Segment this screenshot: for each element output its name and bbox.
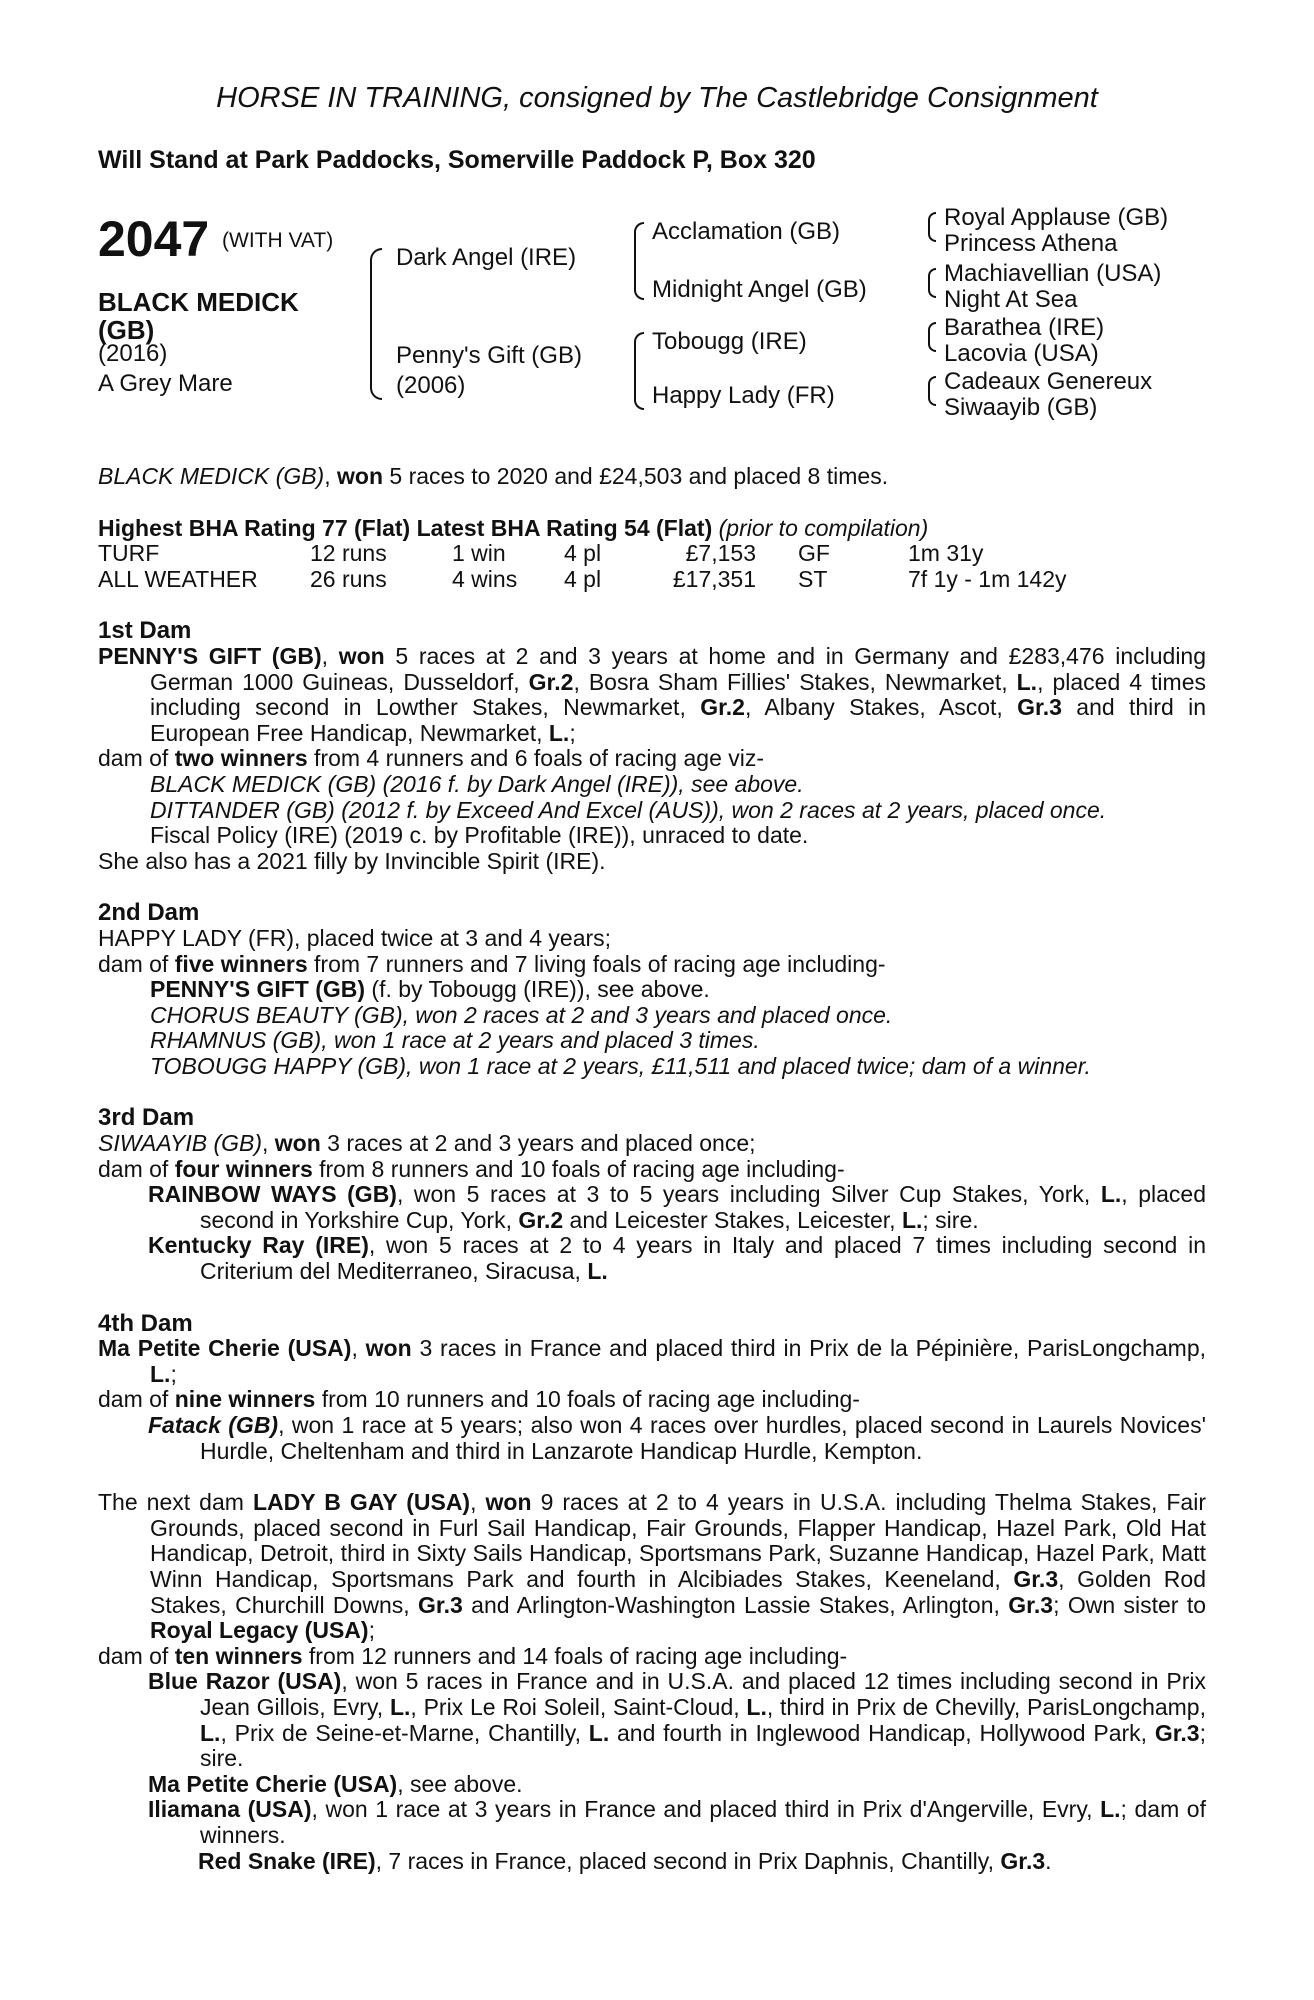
next-offspring-4: Red Snake (IRE), 7 races in France, placed second in Prix Daphnis, Chantilly, Gr.3. [198, 1847, 1052, 1874]
ratings-line: Highest BHA Rating 77 (Flat) Latest BHA Rating 54 (Flat) (prior to compilation) [98, 514, 929, 541]
stand-location: Will Stand at Park Paddocks, Somerville Paddock P, Box 320 [98, 146, 816, 174]
sire-bracket [634, 222, 644, 300]
ss-sire: Royal Applause (GB) [944, 204, 1169, 231]
lot-number: 2047 [98, 211, 210, 267]
horse-name: BLACK MEDICK (GB) [98, 287, 299, 345]
dam3-produce: dam of four winners from 8 runners and 10 foals of racing age including- [98, 1155, 845, 1182]
pedigree-bracket [370, 248, 382, 400]
next-offspring-1: Blue Razor (USA), won 5 races in France and in U.S.A. and placed 12 times including second in Prix Jean Gillois, Evry, L., Prix Le Roi Soleil, Saint-Cloud, L., third in Prix de Chevilly, ParisLongchamp, L., Prix de Seine-et-Marne, Chantilly, L. and fourth in Inglewood Handicap, Hollywood Park, Gr.3; sire. [148, 1668, 1207, 1772]
pedigree-block [98, 200, 1228, 440]
dam3-offspring-2: Kentucky Ray (IRE), won 5 races at 2 to 4 years in Italy and placed 7 times including second in Criterium del Mediterraneo, Siracusa, L. [148, 1232, 1206, 1285]
dam2-offspring-1: PENNY'S GIFT (GB) (f. by Tobougg (IRE)), see above. [150, 976, 710, 1003]
dam4-record: Ma Petite Cherie (USA), won 3 races in France and placed third in Prix de la Pépinière, ParisLongchamp, L.; [98, 1335, 1207, 1387]
dam2-offspring-3: RHAMNUS (GB), won 1 race at 2 years and placed 3 times. [150, 1027, 760, 1054]
dam1-produce: dam of two winners from 4 runners and 6 foals of racing age viz- [98, 745, 765, 772]
summary-line: BLACK MEDICK (GB), won 5 races to 2020 and £24,503 and placed 8 times. [98, 463, 889, 489]
dam-sire: Tobougg (IRE) [652, 328, 807, 355]
race-record [98, 464, 1206, 1874]
dam3-offspring-1: RAINBOW WAYS (GB), won 5 races at 3 to 5 years including Silver Cup Stakes, York, L., placed second in Yorkshire Cup, York, Gr.2 and Leicester Stakes, Leicester, L.; sire. [148, 1181, 1206, 1233]
next-dam-record: The next dam LADY B GAY (USA), won 9 races at 2 to 4 years in U.S.A. including Thelma Stakes, Fair Grounds, placed second in Furl Sail Handicap, Fair Grounds, Flapper Handicap, Hazel Park, Old Hat Handicap, Detroit, third in Sixty Sails Handicap, Sportsmans Park, Suzanne Handicap, Hazel Park, Matt Winn Handicap, Sportsmans Park and fourth in Alcibiades Stakes, Keeneland, Gr.3, Golden Rod Stakes, Churchill Downs, Gr.3 and Arlington-Washington Lassie Stakes, Arlington, Gr.3; Own sister to Royal Legacy (USA); [98, 1489, 1207, 1644]
dam-dam: Happy Lady (FR) [652, 382, 835, 409]
sire: Dark Angel (IRE) [396, 244, 577, 271]
dam1-record: PENNY'S GIFT (GB), won 5 races at 2 and 3 years at home and in Germany and £283,476 including German 1000 Guineas, Dusseldorf, Gr.2, Bosra Sham Fillies' Stakes, Newmarket, L., placed 4 times including second in Lowther Stakes, Newmarket, Gr.2, Albany Stakes, Ascot, Gr.3 and third in European Free Handicap, Newmarket, L.; [98, 642, 1207, 746]
dam3-heading: 3rd Dam [98, 1104, 195, 1132]
dam4-heading: 4th Dam [98, 1309, 193, 1337]
dam1-heading: 1st Dam [98, 617, 192, 645]
dam1-offspring-1: BLACK MEDICK (GB) (2016 f. by Dark Angel (IRE)), see above. [150, 770, 804, 797]
sire-sire: Acclamation (GB) [652, 218, 841, 245]
dd-dam: Siwaayib (GB) [944, 394, 1098, 421]
ds-bracket [928, 322, 936, 352]
dam1-offspring-3: Fiscal Policy (IRE) (2019 c. by Profitable (IRE)), unraced to date. [150, 822, 809, 849]
ss-dam: Princess Athena [944, 230, 1118, 257]
ds-dam: Lacovia (USA) [944, 340, 1099, 367]
horse-description: A Grey Mare [98, 370, 233, 397]
table-row: ALL WEATHER 26 runs 4 wins 4 pl £17,351 ST 7f 1y - 1m 142y [98, 565, 1067, 592]
dam2-record: HAPPY LADY (FR), placed twice at 3 and 4 years; [98, 924, 612, 951]
dam1-note: She also has a 2021 filly by Invincible Spirit (IRE). [98, 847, 606, 874]
dd-bracket [928, 376, 936, 406]
next-dam-produce: dam of ten winners from 12 runners and 14 foals of racing age including- [98, 1642, 848, 1669]
dam2-offspring-2: CHORUS BEAUTY (GB), won 2 races at 2 and 3 years and placed once. [150, 1001, 893, 1028]
dam2-produce: dam of five winners from 7 runners and 7 living foals of racing age including- [98, 950, 886, 977]
next-offspring-3: Iliamana (USA), won 1 race at 3 years in France and placed third in Prix d'Angerville, Evry, L.; dam of winners. [148, 1796, 1206, 1848]
sd-sire: Machiavellian (USA) [944, 260, 1162, 287]
horse-year: (2016) [98, 340, 168, 367]
dam2-heading: 2nd Dam [98, 899, 200, 927]
page-header: HORSE IN TRAINING, consigned by The Castlebridge Consignment [216, 82, 1098, 114]
dam1-offspring-2: DITTANDER (GB) (2012 f. by Exceed And Excel (AUS)), won 2 races at 2 years, placed once. [150, 796, 1107, 823]
sd-bracket [928, 268, 936, 298]
dd-sire: Cadeaux Genereux [944, 368, 1153, 395]
dam-year: (2006) [396, 372, 466, 399]
sire-dam: Midnight Angel (GB) [652, 276, 867, 303]
sd-dam: Night At Sea [944, 286, 1078, 313]
table-row: TURF 12 runs 1 win 4 pl £7,153 GF 1m 31y [98, 540, 984, 567]
dam4-offspring-1: Fatack (GB), won 1 race at 5 years; also won 4 races over hurdles, placed second in Laurels Novices' Hurdle, Cheltenham and third in Lanzarote Handicap Hurdle, Kempton. [148, 1412, 1206, 1464]
dam-bracket [634, 332, 644, 410]
dam4-produce: dam of nine winners from 10 runners and 10 foals of racing age including- [98, 1386, 860, 1413]
vat-label: (WITH VAT) [222, 229, 334, 252]
dam3-record: SIWAAYIB (GB), won 3 races at 2 and 3 years and placed once; [98, 1130, 756, 1157]
ds-sire: Barathea (IRE) [944, 314, 1105, 341]
ss-bracket [928, 212, 936, 242]
dam: Penny's Gift (GB) [396, 342, 582, 369]
dam2-offspring-4: TOBOUGG HAPPY (GB), won 1 race at 2 years, £11,511 and placed twice; dam of a winner. [150, 1052, 1091, 1079]
ratings-table [98, 541, 1067, 592]
next-offspring-2: Ma Petite Cherie (USA), see above. [148, 1770, 523, 1797]
